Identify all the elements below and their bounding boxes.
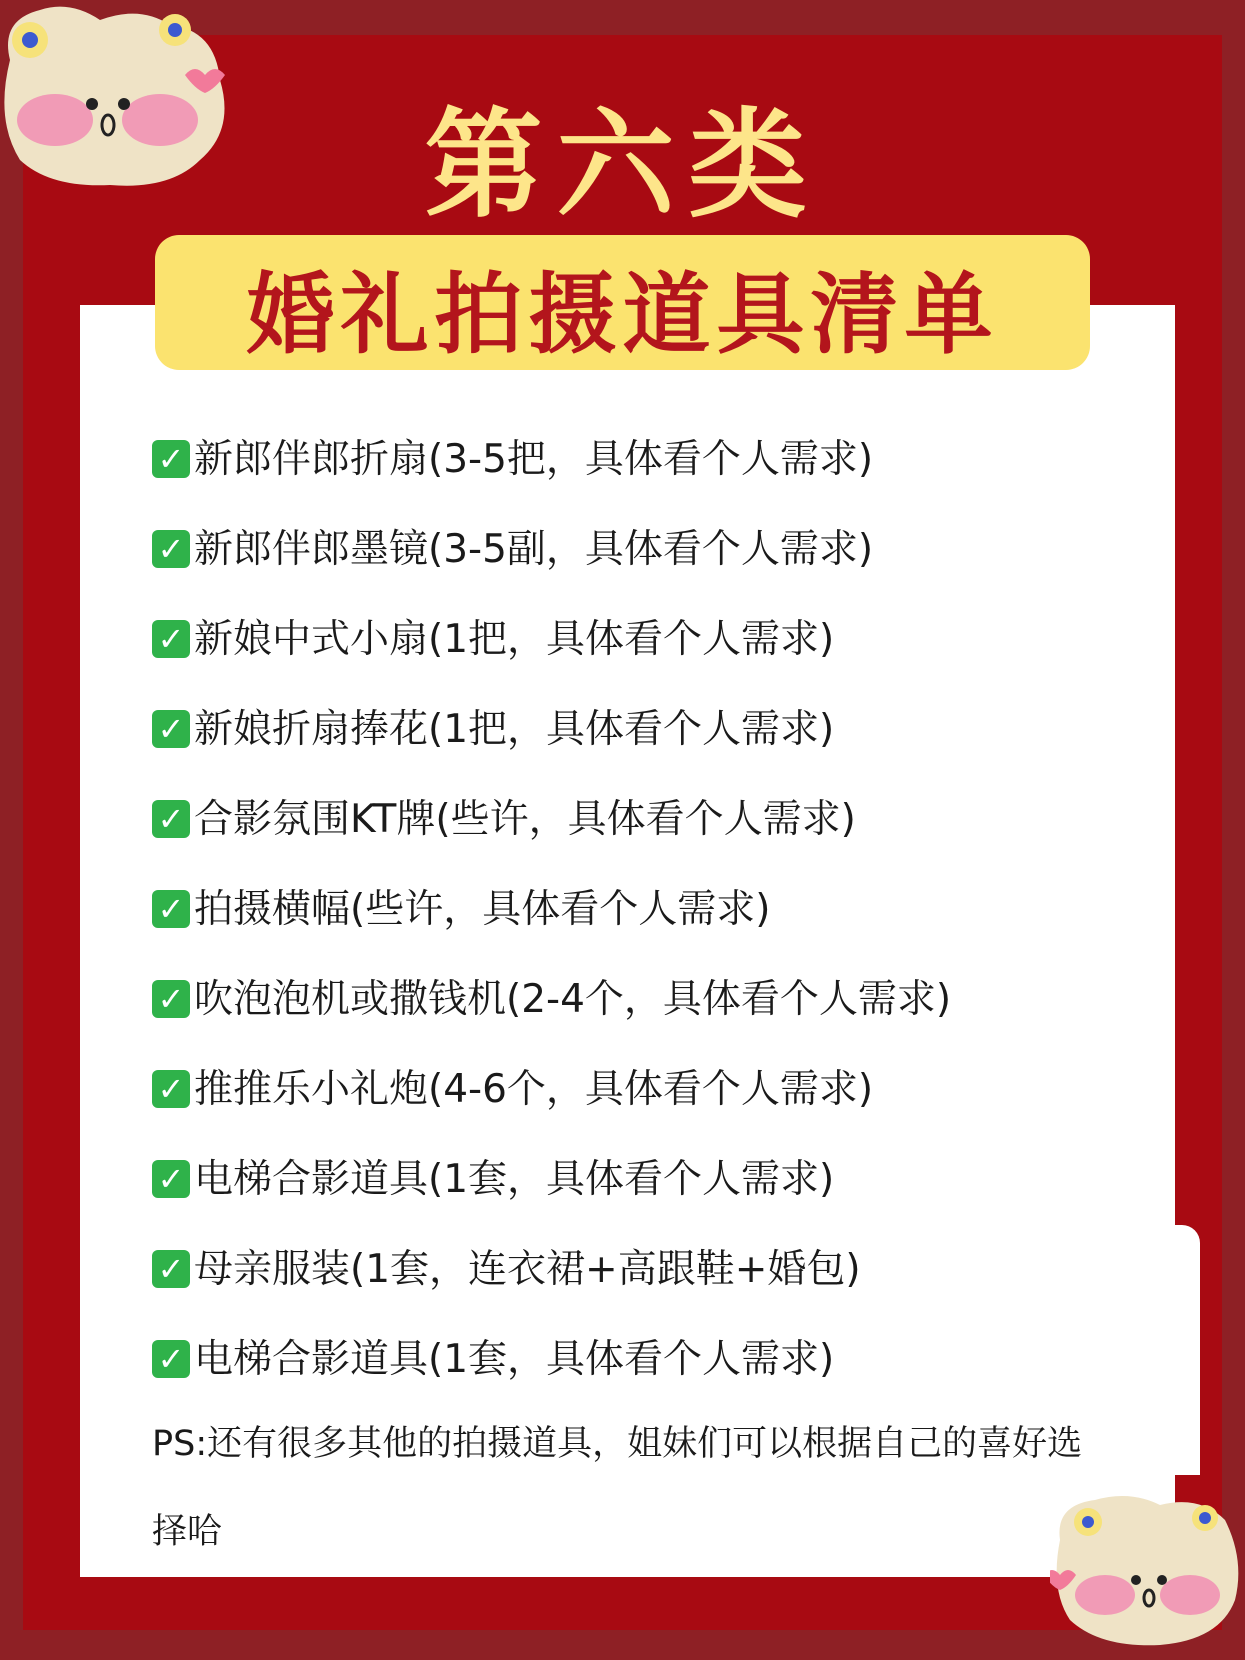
list-item xyxy=(152,880,1152,970)
list-item-text: 新娘中式小扇(1把，具体看个人需求) xyxy=(194,617,835,662)
list-item-text: 电梯合影道具(1套，具体看个人需求) xyxy=(194,1157,835,1202)
list-item-text: 电梯合影道具(1套，具体看个人需求) xyxy=(194,1337,835,1382)
pig-sticker-icon xyxy=(1050,1480,1245,1650)
list-item xyxy=(152,970,1152,1060)
check-icon: ✓ xyxy=(152,440,190,478)
check-icon: ✓ xyxy=(152,1160,190,1198)
ps-note xyxy=(152,1400,1132,1576)
list-item-text: 新娘折扇捧花(1把，具体看个人需求) xyxy=(194,707,835,752)
check-icon: ✓ xyxy=(152,980,190,1018)
list-item xyxy=(152,610,1152,700)
ps-line-1: PS:还有很多其他的拍摄道具，姐妹们可以根据自己的喜好选 xyxy=(152,1424,1083,1464)
list-item xyxy=(152,1150,1152,1240)
banner-title: 婚礼拍摄道具清单 xyxy=(246,262,999,366)
ps-line-2: 择哈 xyxy=(152,1512,223,1552)
list-item-text: 母亲服装(1套，连衣裙+高跟鞋+婚包) xyxy=(194,1247,861,1292)
card-corner xyxy=(1150,1225,1200,1475)
list-item xyxy=(152,790,1152,880)
check-icon: ✓ xyxy=(152,800,190,838)
list-item xyxy=(152,700,1152,790)
list-item-text: 拍摄横幅(些许，具体看个人需求) xyxy=(194,887,771,932)
check-icon: ✓ xyxy=(152,1070,190,1108)
list-item-text: 新郎伴郎墨镜(3-5副，具体看个人需求) xyxy=(194,527,874,572)
list-item xyxy=(152,1240,1152,1330)
pig-sticker-icon xyxy=(0,0,240,190)
list-item xyxy=(152,520,1152,610)
list-item-text: 合影氛围KT牌(些许，具体看个人需求) xyxy=(194,797,856,842)
check-icon: ✓ xyxy=(152,620,190,658)
page-title: 第六类 xyxy=(424,96,821,234)
check-icon: ✓ xyxy=(152,1340,190,1378)
list-item-text: 吹泡泡机或撒钱机(2-4个，具体看个人需求) xyxy=(194,977,952,1022)
list-item xyxy=(152,1060,1152,1150)
list-item-text: 新郎伴郎折扇(3-5把，具体看个人需求) xyxy=(194,437,874,482)
list-item xyxy=(152,430,1152,520)
check-icon: ✓ xyxy=(152,1250,190,1288)
check-icon: ✓ xyxy=(152,890,190,928)
check-icon: ✓ xyxy=(152,530,190,568)
list-item-text: 推推乐小礼炮(4-6个，具体看个人需求) xyxy=(194,1067,874,1112)
props-list xyxy=(152,430,1152,1420)
card-edge xyxy=(1175,305,1205,1225)
check-icon: ✓ xyxy=(152,710,190,748)
